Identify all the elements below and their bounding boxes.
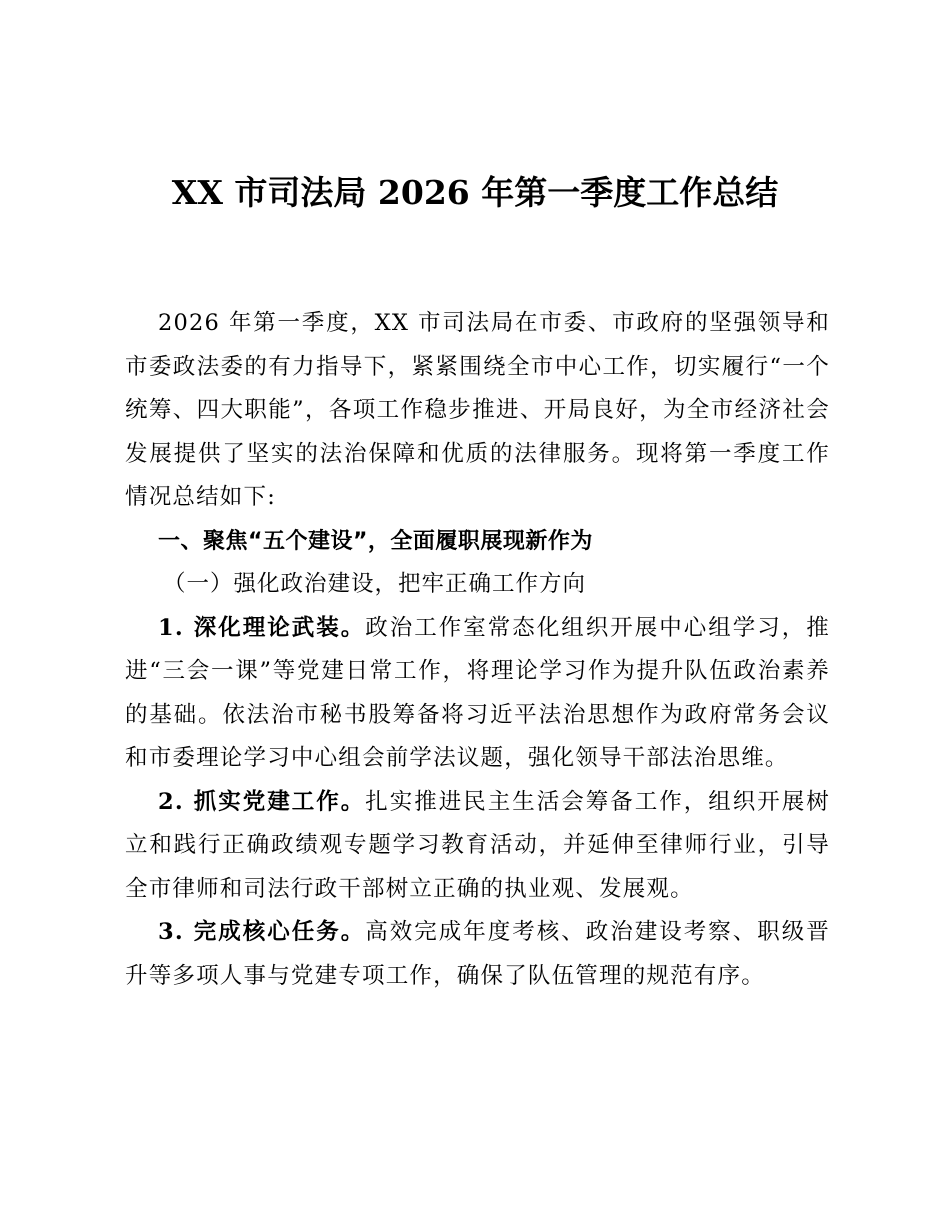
item-paragraph-3	[125, 911, 830, 998]
section-heading: 一、聚焦“五个建设”，全面履职展现新作为	[158, 528, 593, 554]
item-text-2: 扎实推进民主生活会筹备工作，组织开展树立和践行正确政绩观专题学习教育活动，并延伸至律师行业，引导全市律师和司法行政干部树立正确的执业观、发展观。	[125, 788, 830, 902]
item-lead-1: 1. 深化理论武装。	[158, 614, 366, 641]
intro-paragraph: 2026 年第一季度，XX 市司法局在市委、市政府的坚强领导和市委政法委的有力指导下，紧紧围绕全市中心工作，切实履行“一个统筹、四大职能”，各项工作稳步推进、开局良好，为全市经济社会发展提供了坚实的法治保障和优质的法律服务。现将第一季度工作情况总结如下:	[125, 310, 830, 510]
document-body	[125, 302, 830, 998]
item-lead-2: 2. 抓实党建工作。	[158, 788, 366, 815]
item-paragraph-2	[125, 781, 830, 912]
item-text-3: 高效完成年度考核、政治建设考察、职级晋升等多项人事与党建专项工作，确保了队伍管理的规范有序。	[125, 919, 830, 989]
subsection-heading: （一）强化政治建设，把牢正确工作方向	[163, 571, 587, 597]
item-paragraph-1	[125, 607, 830, 781]
document-title: XX 市司法局 2026 年第一季度工作总结	[171, 173, 779, 212]
item-text-1: 政治工作室常态化组织开展中心组学习，推进“三会一课”等党建日常工作，将理论学习作为提升队伍政治素养的基础。依法治市秘书股筹备将习近平法治思想作为政府常务会议和市委理论学习中心组会前学法议题，强化领导干部法治思维。	[125, 614, 830, 771]
item-lead-3: 3. 完成核心任务。	[158, 919, 366, 945]
